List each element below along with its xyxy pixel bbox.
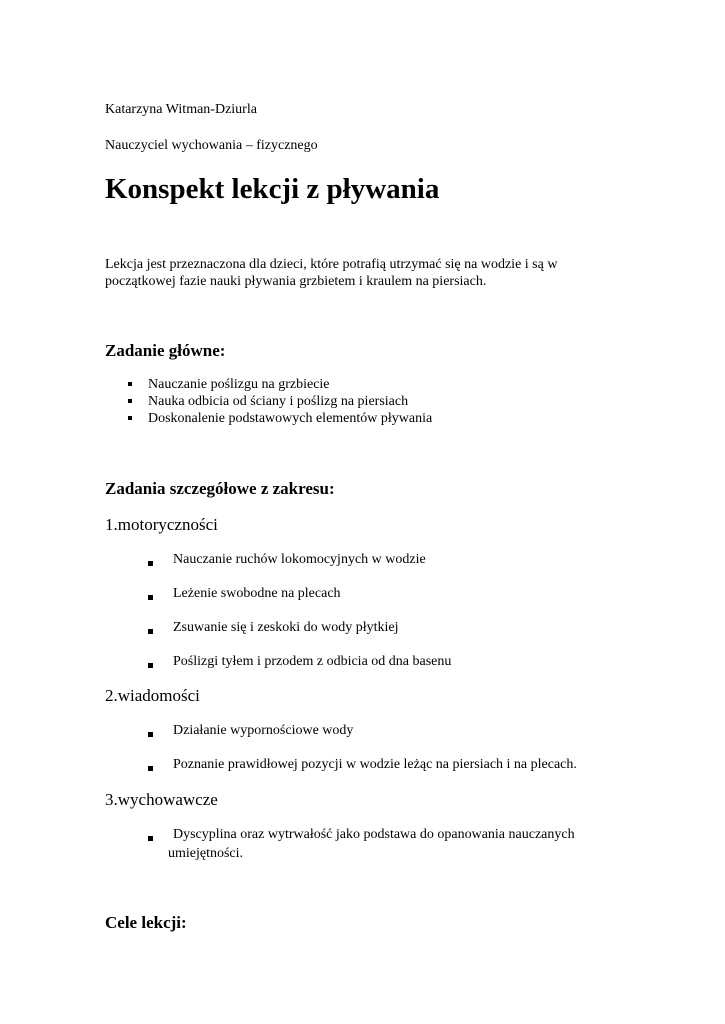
page-title: Konspekt lekcji z pływania — [105, 173, 440, 205]
bullet-marker — [128, 382, 132, 386]
list-item: Nauczanie poślizgu na grzbiecie — [148, 377, 330, 392]
bullet-marker — [148, 732, 153, 737]
bullet-marker — [148, 561, 153, 566]
list-item: Nauczanie ruchów lokomocyjnych w wodzie — [173, 552, 426, 567]
bullet-marker — [148, 663, 153, 668]
bullet-marker — [148, 629, 153, 634]
list-item: Zsuwanie się i zeskoki do wody płytkiej — [173, 620, 399, 635]
bullet-marker — [128, 416, 132, 420]
list-item: Działanie wyporności​owe wody — [173, 723, 354, 738]
bullet-marker — [148, 766, 153, 771]
detailed-tasks-heading: Zadania szczegółowe z zakresu: — [105, 479, 335, 498]
list-item: Poślizgi tyłem i przodem z odbicia od dna basenu — [173, 654, 452, 669]
bullet-marker — [128, 399, 132, 403]
section-label-motor: 1.motoryczności — [105, 515, 218, 534]
main-task-heading: Zadanie główne: — [105, 341, 226, 360]
intro-line-2: początkowej fazie nauki pływania grzbietem i kraulem na piersiach. — [105, 274, 487, 289]
list-item: Leżenie swobodne na plecach — [173, 586, 341, 601]
bullet-marker — [148, 595, 153, 600]
intro-line-1: Lekcja jest przeznaczona dla dzieci, które potrafią utrzymać się na wodzie i są w — [105, 257, 558, 272]
goals-heading: Cele lekcji: — [105, 913, 187, 932]
author-name: Katarzyna Witman-Dziurla — [105, 102, 257, 117]
bullet-marker — [148, 836, 153, 841]
list-item: Nauka odbicia od ściany i poślizg na piersiach — [148, 394, 409, 409]
list-item: Dyscyplina oraz wytrwałość jako podstawa do opanowania nauczanych — [173, 827, 575, 842]
author-role: Nauczyciel wychowania – fizycznego — [105, 138, 318, 153]
list-item: Poznanie prawidłowej pozycji w wodzie leżąc na piersiach i na plecach. — [173, 757, 577, 772]
section-label-knowledge: 2.wiadomości — [105, 686, 200, 705]
list-item-continuation: umiejętności. — [168, 846, 244, 861]
list-item: Doskonalenie podstawowych elementów pływania — [148, 411, 433, 426]
section-label-educational: 3.wychowawcze — [105, 790, 218, 809]
